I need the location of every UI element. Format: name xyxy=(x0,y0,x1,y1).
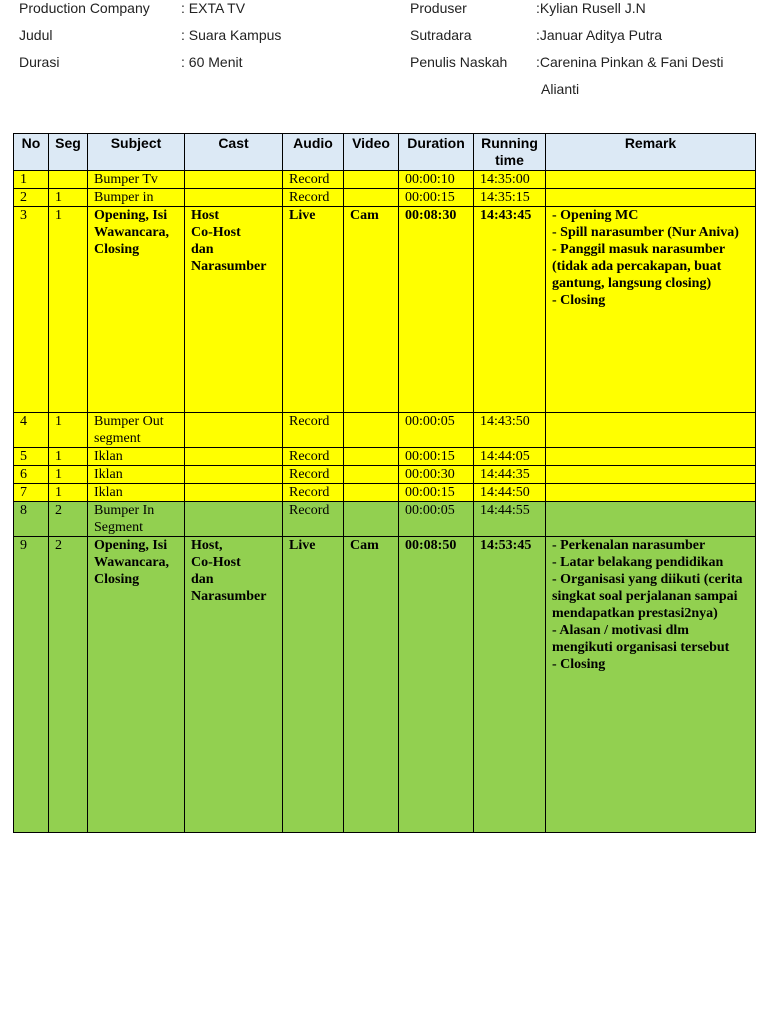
row-subject: Bumper in xyxy=(88,189,185,207)
row-no: 8 xyxy=(14,502,49,537)
remark-line: - Spill narasumber (Nur Aniva) xyxy=(552,225,739,240)
row-duration: 00:00:15 xyxy=(399,484,474,502)
row-running-time: 14:43:45 xyxy=(474,207,546,413)
col-header-no: No xyxy=(14,134,49,171)
row-seg: 1 xyxy=(49,484,88,502)
row-seg: 2 xyxy=(49,537,88,833)
row-remark xyxy=(546,189,756,207)
table-row xyxy=(14,502,756,537)
row-audio: Record xyxy=(283,466,344,484)
row-running-time: 14:44:55 xyxy=(474,502,546,537)
row-no: 7 xyxy=(14,484,49,502)
row-video: Cam xyxy=(344,207,399,413)
row-duration: 00:00:15 xyxy=(399,448,474,466)
row-subject: Bumper Out segment xyxy=(88,413,185,448)
row-audio: Live xyxy=(283,207,344,413)
row-duration: 00:00:15 xyxy=(399,189,474,207)
row-audio: Live xyxy=(283,537,344,833)
remark-line: - Closing xyxy=(552,293,606,308)
row-subject: Iklan xyxy=(88,448,185,466)
row-cast xyxy=(185,466,283,484)
remark-line: - Perkenalan narasumber xyxy=(552,538,706,553)
table-row xyxy=(14,466,756,484)
row-video xyxy=(344,484,399,502)
row-no: 4 xyxy=(14,413,49,448)
penulis-naskah-label: Penulis Naskah xyxy=(410,54,508,70)
row-no: 3 xyxy=(14,207,49,413)
row-video xyxy=(344,466,399,484)
row-audio: Record xyxy=(283,448,344,466)
col-header-subject: Subject xyxy=(88,134,185,171)
remark-line: - Latar belakang pendidikan xyxy=(552,555,724,570)
row-seg: 2 xyxy=(49,502,88,537)
row-remark xyxy=(546,537,756,833)
row-running-time: 14:35:15 xyxy=(474,189,546,207)
row-cast xyxy=(185,413,283,448)
row-remark xyxy=(546,413,756,448)
row-audio: Record xyxy=(283,171,344,189)
durasi-label: Durasi xyxy=(19,54,60,70)
remark-line: - Closing xyxy=(552,657,606,672)
sutradara-label: Sutradara xyxy=(410,27,472,43)
col-header-remark: Remark xyxy=(546,134,756,171)
row-cast xyxy=(185,484,283,502)
row-seg: 1 xyxy=(49,413,88,448)
row-duration: 00:00:05 xyxy=(399,413,474,448)
row-video: Cam xyxy=(344,537,399,833)
row-remark xyxy=(546,448,756,466)
penulis-naskah-value-cont: Alianti xyxy=(541,81,580,97)
row-running-time: 14:35:00 xyxy=(474,171,546,189)
row-video xyxy=(344,189,399,207)
remark-line: - Alasan / motivasi dlm mengikuti organisasi tersebut xyxy=(552,623,730,655)
remark-line: - Panggil masuk narasumber (tidak ada percakapan, buat gantung, langsung closing) xyxy=(552,242,729,291)
row-seg: 1 xyxy=(49,189,88,207)
row-subject: Iklan xyxy=(88,484,185,502)
rundown-table xyxy=(13,133,756,833)
row-running-time: 14:44:05 xyxy=(474,448,546,466)
durasi-value: : 60 Menit xyxy=(181,54,243,70)
row-video xyxy=(344,413,399,448)
row-audio: Record xyxy=(283,413,344,448)
row-remark xyxy=(546,171,756,189)
row-subject: Bumper Tv xyxy=(88,171,185,189)
row-subject: Bumper In Segment xyxy=(88,502,185,537)
row-remark xyxy=(546,466,756,484)
col-header-seg: Seg xyxy=(49,134,88,171)
produser-label: Produser xyxy=(410,0,467,16)
table-row xyxy=(14,537,756,833)
row-no: 9 xyxy=(14,537,49,833)
row-audio: Record xyxy=(283,484,344,502)
row-subject: Opening, Isi Wawancara, Closing xyxy=(88,207,185,413)
row-duration: 00:08:30 xyxy=(399,207,474,413)
row-audio: Record xyxy=(283,189,344,207)
row-seg: 1 xyxy=(49,448,88,466)
row-no: 5 xyxy=(14,448,49,466)
row-remark xyxy=(546,207,756,413)
row-cast xyxy=(185,189,283,207)
row-duration: 00:00:30 xyxy=(399,466,474,484)
sutradara-value: :Januar Aditya Putra xyxy=(536,27,663,43)
row-cast: Host Co-Host dan Narasumber xyxy=(185,207,283,413)
col-header-duration: Duration xyxy=(399,134,474,171)
penulis-naskah-value: :Carenina Pinkan & Fani Desti xyxy=(536,54,724,70)
production-company-value: : EXTA TV xyxy=(181,0,246,16)
row-seg xyxy=(49,171,88,189)
row-no: 2 xyxy=(14,189,49,207)
row-running-time: 14:43:50 xyxy=(474,413,546,448)
produser-value: :Kylian Rusell J.N xyxy=(536,0,646,16)
row-running-time: 14:44:50 xyxy=(474,484,546,502)
row-remark xyxy=(546,484,756,502)
row-running-time: 14:44:35 xyxy=(474,466,546,484)
remark-line: - Opening MC xyxy=(552,208,639,223)
table-header-row xyxy=(14,134,756,171)
row-cast xyxy=(185,502,283,537)
remark-line: - Organisasi yang diikuti (cerita singkat soal perjalanan sampai mendapatkan prestasi2nya) xyxy=(552,572,747,621)
row-duration: 00:08:50 xyxy=(399,537,474,833)
row-remark xyxy=(546,502,756,537)
row-audio: Record xyxy=(283,502,344,537)
row-video xyxy=(344,502,399,537)
production-company-label: Production Company xyxy=(19,0,150,16)
col-header-cast: Cast xyxy=(185,134,283,171)
row-running-time: 14:53:45 xyxy=(474,537,546,833)
row-video xyxy=(344,448,399,466)
row-subject: Iklan xyxy=(88,466,185,484)
judul-label: Judul xyxy=(19,27,53,43)
col-header-audio: Audio xyxy=(283,134,344,171)
col-header-video: Video xyxy=(344,134,399,171)
col-header-running-time: Running time xyxy=(474,134,546,171)
row-no: 1 xyxy=(14,171,49,189)
row-duration: 00:00:05 xyxy=(399,502,474,537)
row-cast xyxy=(185,171,283,189)
row-subject: Opening, Isi Wawancara, Closing xyxy=(88,537,185,833)
row-no: 6 xyxy=(14,466,49,484)
judul-value: : Suara Kampus xyxy=(181,27,282,43)
table-row xyxy=(14,448,756,466)
table-row xyxy=(14,207,756,413)
row-seg: 1 xyxy=(49,207,88,413)
table-row xyxy=(14,484,756,502)
table-row xyxy=(14,413,756,448)
row-seg: 1 xyxy=(49,466,88,484)
row-video xyxy=(344,171,399,189)
row-cast xyxy=(185,448,283,466)
row-duration: 00:00:10 xyxy=(399,171,474,189)
table-row xyxy=(14,189,756,207)
table-row xyxy=(14,171,756,189)
row-cast: Host, Co-Host dan Narasumber xyxy=(185,537,283,833)
